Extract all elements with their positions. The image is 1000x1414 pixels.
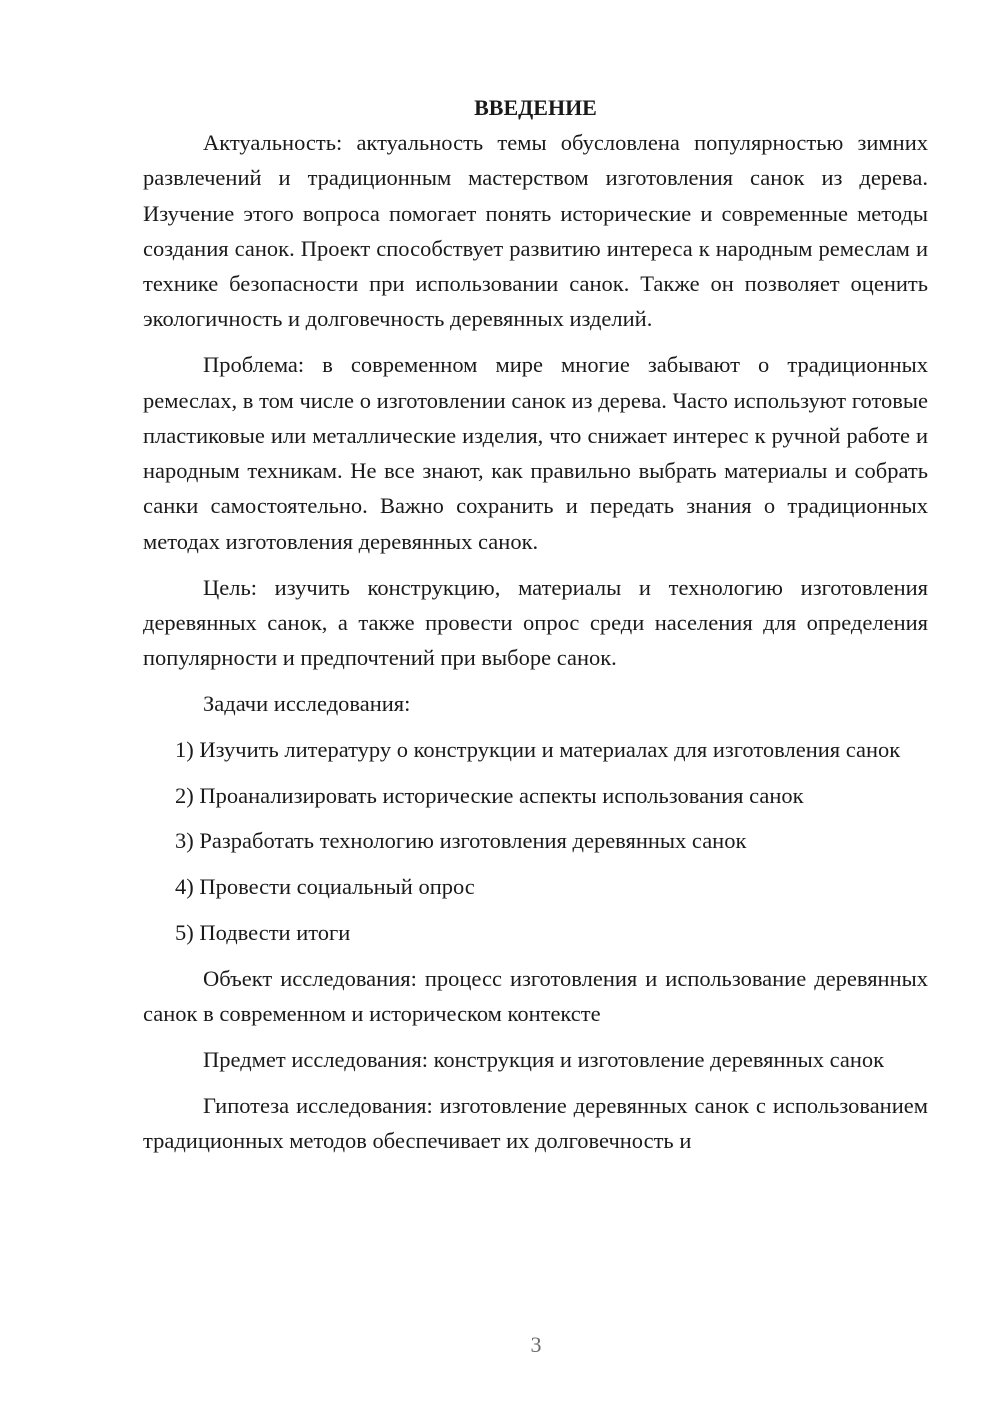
problem-paragraph: Проблема: в современном мире многие забывают о традиционных ремеслах, в том числе о изготовлении санок из дерева. Часто используют готовые пластиковые или металлические изделия, что снижает интерес к ручной работе и народным техникам. Не все знают, как правильно выбрать материалы и собрать санки самостоятельно. Важно сохранить и передать знания о традиционных методах изготовления деревянных санок. — [143, 352, 928, 554]
task-item-1: 1) Изучить литературу о конструкции и материалах для изготовления санок — [175, 736, 901, 762]
task-item-3: 3) Разработать технологию изготовления деревянных санок — [175, 828, 747, 854]
task-item-4: 4) Провести социальный опрос — [175, 874, 475, 900]
goal-paragraph: Цель: изучить конструкцию, материалы и технологию изготовления деревянных санок, а также провести опрос среди населения для определения популярности и предпочтений при выборе санок. — [143, 574, 928, 671]
task-item-5: 5) Подвести итоги — [175, 919, 351, 945]
object-paragraph: Объект исследования: процесс изготовления и использование деревянных санок в современном и историческом контексте — [143, 965, 928, 1027]
document-page — [143, 90, 928, 1169]
task-item-2: 2) Проанализировать исторические аспекты использования санок — [175, 782, 804, 808]
relevance-paragraph: Актуальность: актуальность темы обусловлена популярностью зимних развлечений и традиционным мастерством изготовления санок из дерева. Изучение этого вопроса помогает понять исторические и современные методы создания санок. Проект способствует развитию интереса к народным ремеслам и технике безопасности при использовании санок. Также он позволяет оценить экологичность и долговечность деревянных изделий. — [143, 130, 928, 332]
section-title: ВВЕДЕНИЕ — [474, 95, 597, 120]
page-number: 3 — [530, 1332, 542, 1357]
subject-paragraph: Предмет исследования: конструкция и изготовление деревянных санок — [203, 1046, 885, 1072]
hypothesis-paragraph: Гипотеза исследования: изготовление деревянных санок с использованием традиционных методов обеспечивает их долговечность и — [143, 1092, 928, 1153]
tasks-heading: Задачи исследования: — [203, 690, 411, 716]
